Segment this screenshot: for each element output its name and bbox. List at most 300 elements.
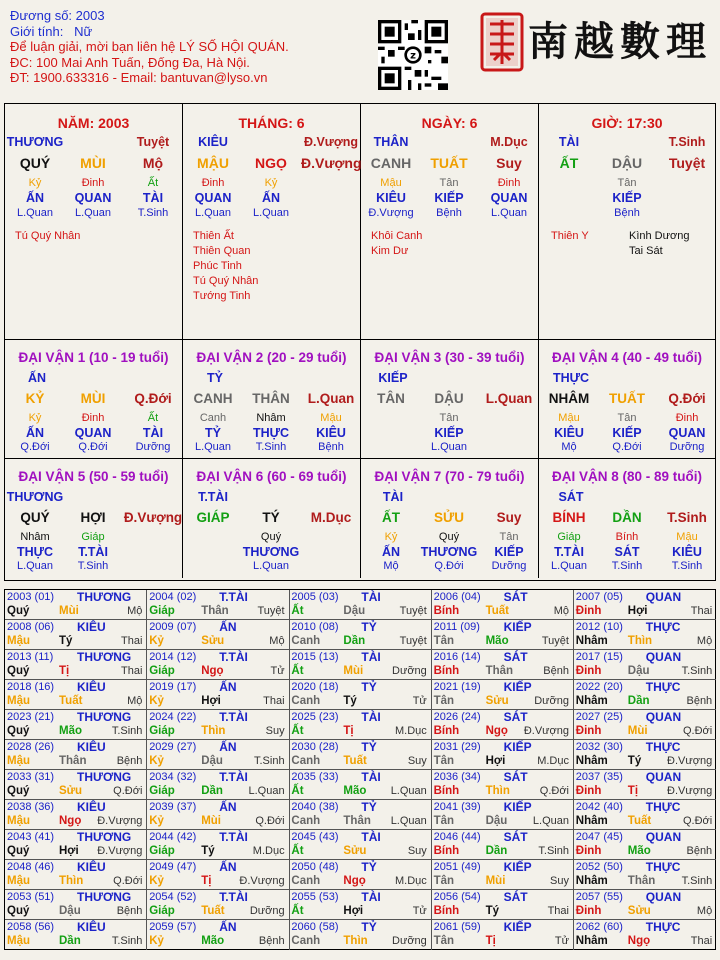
year-stem: Đinh	[575, 605, 602, 617]
year-label: 2061 (59)	[433, 921, 481, 933]
year-god: SÁT	[503, 770, 528, 784]
year-stem: Canh	[291, 875, 321, 887]
year-cell[interactable]	[289, 770, 431, 800]
stem-branch: CANH	[370, 155, 412, 171]
year-cell[interactable]	[5, 650, 147, 680]
dai-van-god-row	[5, 490, 182, 506]
stem-branch: MÙI	[80, 391, 106, 406]
year-label: 2045 (43)	[291, 831, 339, 843]
year-stem: Canh	[291, 695, 321, 707]
year-stem: Tân	[433, 635, 455, 647]
hidden-god: KIẾP	[612, 191, 642, 205]
dai-van-8[interactable]	[539, 459, 715, 578]
year-cell[interactable]	[147, 920, 289, 950]
dai-van-god: TỶ	[207, 371, 223, 385]
year-cell[interactable]	[574, 650, 716, 680]
hidden-god-row	[361, 426, 538, 442]
year-cell[interactable]	[574, 800, 716, 830]
year-cell[interactable]	[147, 680, 289, 710]
stem-branch-row	[361, 155, 538, 171]
year-branch: Tý	[627, 755, 642, 767]
year-label: 2023 (21)	[7, 711, 55, 723]
year-stem: Đinh	[575, 725, 602, 737]
year-stem: Tân	[433, 935, 455, 947]
hidden-stem: Mậu	[558, 412, 580, 424]
year-cell[interactable]	[289, 740, 431, 770]
stem-branch-row	[361, 510, 538, 526]
year-branch: Mão	[485, 635, 509, 647]
dai-van-title: ĐẠI VẬN 4 (40 - 49 tuổi)	[551, 350, 703, 365]
hidden-stem: Kỷ	[28, 412, 42, 424]
year-cell[interactable]	[432, 620, 574, 650]
year-god: SÁT	[503, 590, 528, 604]
year-cell[interactable]	[432, 920, 574, 950]
year-stage: T.Sinh	[111, 935, 143, 947]
year-stem: Nhâm	[575, 755, 608, 767]
year-branch: Mão	[201, 935, 225, 947]
stem-branch-row	[361, 391, 538, 407]
year-cell[interactable]	[289, 890, 431, 920]
hidden-god: TÀI	[142, 426, 164, 440]
stem-branch: DẦN	[612, 510, 642, 525]
year-stage: Đ.Vượng	[239, 875, 285, 887]
year-stage: Tử	[554, 935, 569, 947]
year-god: KIẾP	[503, 620, 532, 634]
year-god: THƯƠNG	[77, 650, 132, 664]
year-stem: Quý	[7, 605, 30, 617]
year-cell[interactable]	[574, 860, 716, 890]
year-stem: Giáp	[149, 905, 175, 917]
year-stem: Mậu	[7, 935, 30, 947]
year-cell[interactable]	[5, 860, 147, 890]
year-cell[interactable]	[289, 590, 431, 620]
year-branch: Dần	[201, 785, 223, 797]
year-label: 2028 (26)	[7, 741, 55, 753]
year-stage: Đ.Vượng	[97, 815, 143, 827]
star-name: Kim Dư	[371, 245, 409, 257]
growth-stage: L.Quan	[194, 207, 232, 219]
dai-van-2[interactable]	[183, 340, 361, 459]
hidden-stem: Mậu	[676, 531, 698, 543]
year-stem: Kỷ	[149, 875, 164, 887]
year-stem: Bính	[433, 845, 460, 857]
year-god: QUAN	[645, 710, 682, 724]
year-stem: Giáp	[149, 605, 175, 617]
year-branch: Hợi	[59, 845, 79, 857]
hidden-stem: Kỷ	[28, 177, 42, 189]
stem-branch: T.Sinh	[667, 510, 707, 525]
hidden-god: T.TÀI	[78, 545, 108, 559]
hidden-god-row	[183, 545, 360, 561]
year-branch: Ngọ	[201, 665, 224, 677]
year-cell[interactable]	[5, 800, 147, 830]
growth-stage: L.Quan	[252, 207, 290, 219]
year-cell[interactable]	[289, 620, 431, 650]
year-cell[interactable]	[432, 770, 574, 800]
stem-branch: QUÝ	[20, 510, 50, 525]
year-stage: Suy	[407, 845, 427, 857]
year-cell[interactable]	[432, 710, 574, 740]
year-branch: Tuất	[485, 605, 510, 617]
year-god: TÀI	[361, 590, 381, 604]
year-branch: Hợi	[627, 605, 648, 617]
year-cell[interactable]	[147, 740, 289, 770]
year-cell[interactable]	[432, 740, 574, 770]
year-cell[interactable]	[5, 830, 147, 860]
year-god: THƯƠNG	[77, 710, 132, 724]
year-stage: Mộ	[696, 905, 713, 917]
year-cell[interactable]	[432, 680, 574, 710]
hidden-god: ẤN	[381, 545, 401, 559]
dai-van-title: ĐẠI VẬN 2 (20 - 29 tuổi)	[196, 350, 347, 365]
stem-branch: L.Quan	[485, 391, 533, 406]
year-branch: Sửu	[485, 695, 509, 707]
growth-stage: T.Sinh	[671, 560, 703, 572]
year-branch: Ngọ	[627, 935, 651, 947]
year-stem: Mậu	[7, 755, 30, 767]
star-name: Tú Quý Nhân	[15, 230, 81, 242]
year-cell[interactable]	[574, 920, 716, 950]
growth-stage: L.Quan	[490, 207, 528, 219]
hidden-god-row	[539, 545, 715, 561]
year-stem: Canh	[291, 755, 321, 767]
year-stage: T.Sinh	[681, 665, 713, 677]
year-stage: Tuyệt	[257, 605, 285, 617]
year-label: 2014 (12)	[149, 651, 197, 663]
year-god: THỰC	[645, 620, 681, 634]
pillar-title: THÁNG: 6	[238, 115, 305, 131]
year-cell[interactable]	[289, 920, 431, 950]
year-label: 2005 (03)	[291, 591, 339, 603]
year-god: TỶ	[361, 620, 377, 634]
dai-van-god: THỰC	[552, 371, 590, 385]
star-name: Tú Quý Nhân	[193, 275, 259, 287]
gender-value: Nữ	[74, 23, 93, 39]
dai-van-5[interactable]	[5, 459, 183, 578]
year-cell[interactable]	[289, 680, 431, 710]
hidden-stem: Ất	[147, 412, 159, 424]
year-stage: M.Dục	[395, 875, 427, 887]
hidden-stem: Kỷ	[264, 177, 278, 189]
growth-stage: L.Quan	[74, 207, 112, 219]
year-cell[interactable]	[5, 770, 147, 800]
year-stage: Bệnh	[686, 845, 713, 857]
ten-god-row	[539, 135, 715, 151]
year-branch: Thìn	[59, 875, 84, 887]
year-cell[interactable]	[147, 590, 289, 620]
dai-van-4[interactable]	[539, 340, 715, 459]
year-stage: Thai	[120, 635, 143, 647]
stem-branch: TÂN	[377, 391, 405, 406]
year-cell[interactable]	[289, 830, 431, 860]
year-cell[interactable]	[574, 680, 716, 710]
gender-label: Giới tính:	[10, 23, 64, 39]
stem-branch: L.Quan	[307, 391, 355, 406]
dai-van-6[interactable]	[183, 459, 361, 578]
year-cell[interactable]	[147, 710, 289, 740]
hidden-stem: Bính	[615, 531, 639, 543]
year-label: 2034 (32)	[149, 771, 197, 783]
year-cell[interactable]	[5, 740, 147, 770]
year-stem: Mậu	[7, 815, 30, 827]
year-stem: Nhâm	[575, 815, 608, 827]
year-label: 2048 (46)	[7, 861, 55, 873]
dai-van-god: ẤN	[27, 371, 47, 385]
year-cell[interactable]	[5, 590, 147, 620]
year-branch: Thân	[627, 875, 656, 887]
year-stem: Kỷ	[149, 935, 164, 947]
dai-van-title: ĐẠI VẬN 5 (50 - 59 tuổi)	[18, 469, 169, 484]
hidden-god: THƯƠNG	[242, 545, 300, 559]
ten-god: Tuyệt	[136, 135, 170, 149]
growth-stage-row	[539, 560, 715, 576]
year-label: 2020 (18)	[291, 681, 339, 693]
year-label: 2007 (05)	[575, 591, 623, 603]
year-stem: Quý	[7, 725, 30, 737]
stem-branch: Đ.Vượng	[301, 155, 362, 171]
hidden-stem: Giáp	[81, 531, 105, 543]
year-branch: Hợi	[485, 755, 506, 767]
year-cell[interactable]	[289, 800, 431, 830]
year-stem: Canh	[291, 815, 321, 827]
dai-van-god: KIẾP	[378, 371, 408, 385]
year-label: 2024 (22)	[149, 711, 197, 723]
year-label: 2025 (23)	[291, 711, 339, 723]
year-god: TỶ	[361, 680, 377, 694]
dai-van-god: TÀI	[382, 490, 404, 504]
growth-stage-row	[183, 560, 360, 576]
star-name: Thiên Ất	[193, 230, 234, 242]
pillar-2	[183, 104, 361, 340]
year-label: 2041 (39)	[433, 801, 481, 813]
year-cell[interactable]	[5, 710, 147, 740]
year-cell[interactable]	[574, 770, 716, 800]
year-label: 2012 (10)	[575, 621, 623, 633]
year-cell[interactable]	[432, 800, 574, 830]
stem-branch: Đ.Vượng	[123, 510, 183, 525]
year-god: TÀI	[361, 650, 381, 664]
year-cell[interactable]	[289, 650, 431, 680]
year-god: SÁT	[503, 710, 528, 724]
stem-branch-row	[539, 510, 715, 526]
year-stem: Ất	[291, 605, 304, 617]
year-label: 2058 (56)	[7, 921, 55, 933]
year-cell[interactable]	[147, 830, 289, 860]
year-stage: T.Sinh	[254, 755, 285, 767]
stem-branch: SỬU	[434, 510, 464, 525]
growth-stage: Dưỡng	[669, 441, 705, 453]
year-cell[interactable]	[5, 920, 147, 950]
stem-branch-row	[183, 510, 360, 526]
year-cell[interactable]	[147, 860, 289, 890]
growth-stage-row	[5, 560, 182, 576]
year-stem: Mậu	[7, 695, 30, 707]
year-god: THỰC	[645, 800, 681, 814]
dai-van-god-row	[539, 371, 715, 387]
year-cell[interactable]	[574, 830, 716, 860]
growth-stage: T.Sinh	[77, 560, 109, 572]
dai-van-title: ĐẠI VẬN 6 (60 - 69 tuổi)	[196, 469, 347, 484]
stem-branch-row	[539, 155, 715, 171]
phone-email[interactable]: ĐT: 1900.633316 - Email: bantuvan@lyso.vn	[10, 70, 268, 85]
year-label: 2017 (15)	[575, 651, 623, 663]
dai-van-1[interactable]	[5, 340, 183, 459]
year-stage: Bệnh	[686, 695, 713, 707]
year-label: 2060 (58)	[291, 921, 339, 933]
year-cell[interactable]	[147, 890, 289, 920]
dai-van-3[interactable]	[361, 340, 539, 459]
pillar-title: NĂM: 2003	[57, 115, 130, 131]
year-stage: T.Sinh	[681, 875, 713, 887]
year-god: TÀI	[361, 770, 381, 784]
star-name: Kình Dương	[629, 230, 690, 242]
year-label: 2055 (53)	[291, 891, 339, 903]
hidden-stem: Mậu	[320, 412, 342, 424]
year-stem: Nhâm	[575, 635, 608, 647]
year-stage: Q.Đới	[113, 785, 143, 797]
year-god: TỶ	[361, 920, 377, 934]
hidden-stem: Đinh	[201, 177, 225, 189]
year-label: 2031 (29)	[433, 741, 481, 753]
stars-left	[551, 229, 589, 244]
year-god: THỰC	[645, 680, 681, 694]
year-cell[interactable]	[574, 620, 716, 650]
year-cell[interactable]	[289, 860, 431, 890]
year-stage: M.Dục	[395, 725, 427, 737]
year-stage: T.Sinh	[538, 845, 569, 857]
year-cell[interactable]	[432, 890, 574, 920]
year-stage: Tử	[412, 905, 427, 917]
dai-van-7[interactable]	[361, 459, 539, 578]
stem-branch-row	[5, 155, 182, 171]
year-branch: Hợi	[343, 905, 364, 917]
year-cell[interactable]	[432, 590, 574, 620]
year-cell[interactable]	[432, 860, 574, 890]
hidden-god: KIÊU	[672, 545, 702, 559]
hidden-god-row	[361, 545, 538, 561]
year-stem: Đinh	[575, 845, 602, 857]
dai-van-god: SÁT	[558, 490, 584, 504]
year-god: KIÊU	[77, 620, 106, 634]
hidden-god: KIẾP	[612, 426, 642, 440]
year-god: T.TÀI	[219, 650, 248, 664]
growth-stage: Bệnh	[614, 207, 640, 219]
year-god: QUAN	[645, 770, 682, 784]
year-branch: Thìn	[201, 725, 226, 737]
year-stem: Tân	[433, 755, 455, 767]
growth-stage-row	[5, 207, 182, 223]
ten-god-row	[183, 135, 360, 151]
year-god: QUAN	[645, 650, 682, 664]
year-cell[interactable]	[574, 590, 716, 620]
growth-stage-row	[539, 441, 715, 457]
year-cell[interactable]	[5, 890, 147, 920]
year-stage: Đ.Vượng	[667, 785, 713, 797]
year-stage: Mộ	[127, 695, 143, 707]
stem-branch: TUẤT	[609, 391, 645, 406]
year-cell[interactable]	[574, 710, 716, 740]
year-label: 2036 (34)	[433, 771, 481, 783]
year-cell[interactable]	[574, 890, 716, 920]
stem-branch: QUÝ	[19, 155, 51, 171]
year-cell[interactable]	[5, 680, 147, 710]
year-stage: Bệnh	[258, 935, 285, 947]
stars-right	[629, 229, 689, 259]
year-stem: Mậu	[7, 875, 30, 887]
year-label: 2032 (30)	[575, 741, 623, 753]
year-stage: L.Quan	[532, 815, 569, 827]
growth-stage: T.Sinh	[255, 441, 287, 453]
year-god: KIẾP	[503, 680, 532, 694]
dai-van-god-row	[5, 371, 182, 387]
year-branch: Tị	[201, 875, 212, 887]
year-branch: Dậu	[343, 605, 366, 617]
year-branch: Dần	[59, 935, 81, 947]
stars-left	[371, 229, 422, 259]
year-branch: Thân	[59, 755, 87, 767]
pillar-1	[5, 104, 183, 340]
year-cell[interactable]	[574, 740, 716, 770]
stem-branch: DẬU	[611, 155, 643, 171]
year-stem: Mậu	[7, 635, 30, 647]
year-label: 2059 (57)	[149, 921, 197, 933]
growth-stage-row	[361, 441, 538, 457]
year-stem: Đinh	[575, 665, 602, 677]
year-stage: Thai	[120, 665, 143, 677]
year-stem: Tân	[433, 815, 455, 827]
year-cell[interactable]	[147, 620, 289, 650]
year-stage: Thai	[690, 605, 713, 617]
year-god: TÀI	[361, 710, 381, 724]
year-cell[interactable]	[432, 650, 574, 680]
year-cell[interactable]	[5, 620, 147, 650]
year-label: 2006 (04)	[433, 591, 481, 603]
stars-left	[15, 229, 80, 244]
hidden-stem: Đinh	[81, 412, 105, 424]
year-cell[interactable]	[147, 770, 289, 800]
year-stem: Giáp	[149, 785, 175, 797]
year-label: 2033 (31)	[7, 771, 55, 783]
hidden-god: T.TÀI	[554, 545, 584, 559]
year-stem: Nhâm	[575, 935, 608, 947]
year-label: 2030 (28)	[291, 741, 339, 753]
year-cell[interactable]	[147, 650, 289, 680]
stem-branch: GIÁP	[196, 510, 230, 525]
year-god: TÀI	[361, 830, 381, 844]
year-cell[interactable]	[289, 710, 431, 740]
year-god: ẤN	[219, 920, 237, 934]
hidden-god-row	[5, 545, 182, 561]
year-cell[interactable]	[147, 800, 289, 830]
growth-stage: L.Quan	[16, 560, 54, 572]
hidden-stem: Giáp	[557, 531, 581, 543]
year-cell[interactable]	[432, 830, 574, 860]
year-stage: Q.Đới	[255, 815, 285, 827]
year-god: KIÊU	[77, 680, 106, 694]
growth-stage-row	[5, 441, 182, 457]
year-branch: Sửu	[201, 635, 225, 647]
year-branch: Tị	[485, 935, 496, 947]
hidden-god: KIÊU	[376, 191, 406, 205]
ten-god-row	[361, 135, 538, 151]
year-branch: Mùi	[343, 665, 364, 677]
contact-invite: Để luận giải, mời bạn liên hệ LÝ SỐ HỘI QUÁN.	[10, 39, 289, 54]
year-branch: Thìn	[343, 935, 368, 947]
year-god: T.TÀI	[219, 590, 248, 604]
growth-stage: Mộ	[561, 441, 577, 453]
year-god: KIÊU	[77, 860, 106, 874]
year-god: TỶ	[361, 800, 377, 814]
